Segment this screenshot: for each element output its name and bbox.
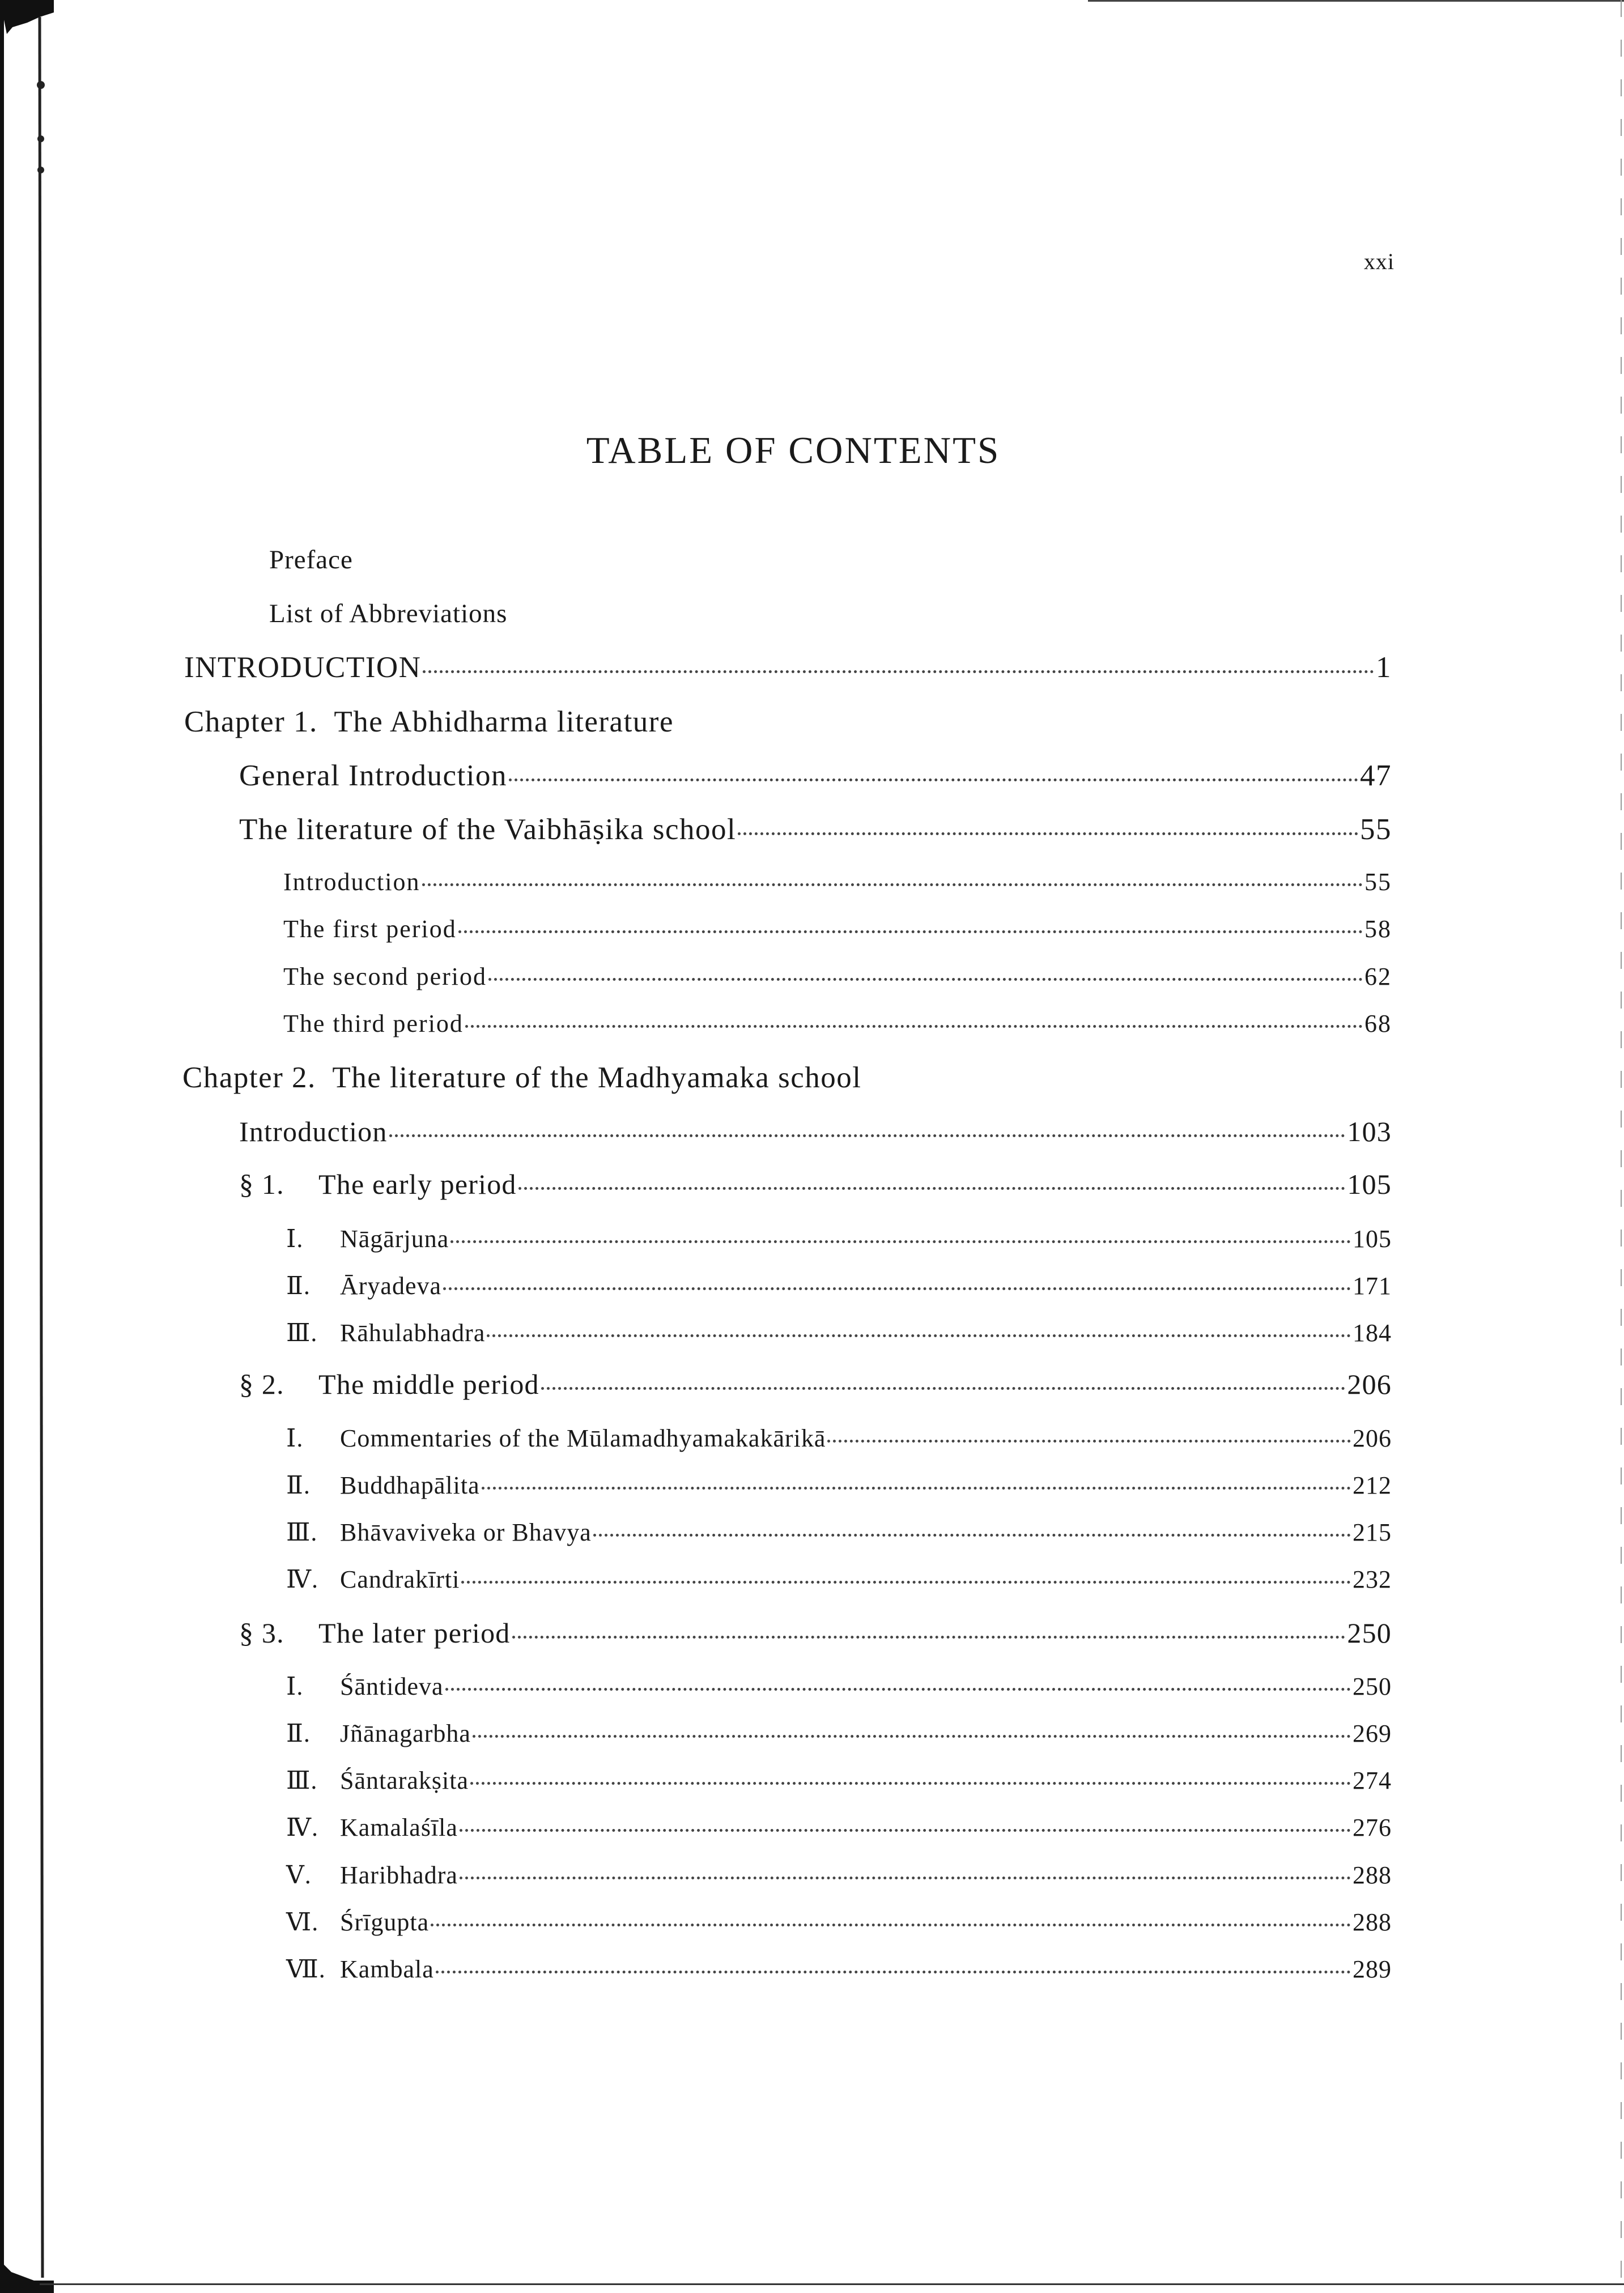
- toc-section-later-period[interactable]: [239, 1619, 1392, 1647]
- toc-entry-page: 55: [1364, 868, 1392, 896]
- right-scan-edge: [1616, 0, 1624, 2293]
- roman-numeral: Ⅴ.: [286, 1861, 312, 1889]
- toc-entry-page: 184: [1353, 1319, 1392, 1347]
- toc-entry-ch2-introduction[interactable]: [239, 1117, 1392, 1146]
- roman-numeral: Ⅰ.: [286, 1424, 304, 1452]
- toc-entry-label: Introduction: [239, 1116, 388, 1147]
- toc-entry-label: Candrakīrti: [340, 1565, 460, 1593]
- toc-entry-page: 58: [1364, 915, 1392, 943]
- toc-entry-page: 171: [1353, 1272, 1392, 1300]
- toc-chapter-2-heading[interactable]: [182, 1063, 861, 1093]
- toc-entry-page: 274: [1353, 1767, 1392, 1794]
- toc-entry-abbreviations[interactable]: [269, 601, 507, 627]
- toc-entry-label: Preface: [269, 545, 353, 575]
- toc-entry-label: Śāntarakṣita: [340, 1767, 469, 1794]
- top-scan-edge: [1088, 0, 1624, 2]
- toc-entry-haribhadra[interactable]: [286, 1863, 1392, 1888]
- toc-entry-buddhapalita[interactable]: [286, 1473, 1392, 1498]
- toc-entry-ch1-introduction[interactable]: [283, 870, 1392, 895]
- roman-numeral: Ⅶ.: [286, 1955, 326, 1983]
- toc-entry-page: 289: [1353, 1955, 1392, 1983]
- roman-numeral: Ⅳ.: [286, 1814, 318, 1841]
- toc-entry-label: Commentaries of the Mūlamadhyamakakārikā: [340, 1424, 826, 1452]
- toc-chapter-1-heading[interactable]: [184, 707, 674, 737]
- toc-entry-page: 288: [1353, 1908, 1392, 1936]
- roman-numeral: Ⅵ.: [286, 1908, 319, 1936]
- dot-leader: [541, 1387, 1346, 1390]
- toc-entry-label: The early period: [318, 1168, 517, 1200]
- dot-leader: [470, 1782, 1351, 1785]
- dot-leader: [487, 1334, 1351, 1337]
- toc-section-early-period[interactable]: [239, 1170, 1392, 1198]
- dot-leader: [512, 1636, 1346, 1639]
- toc-entry-page: 206: [1353, 1424, 1392, 1452]
- dot-leader: [423, 670, 1374, 673]
- dot-leader: [422, 883, 1363, 886]
- toc-entry-label: Bhāvaviveka or Bhavya: [340, 1518, 592, 1546]
- dot-leader: [461, 1581, 1351, 1584]
- dot-leader: [465, 1025, 1363, 1028]
- toc-entry-page: 68: [1364, 1010, 1392, 1037]
- dot-leader: [509, 778, 1358, 781]
- roman-numeral: Ⅰ.: [286, 1673, 304, 1700]
- toc-entry-page: 105: [1347, 1168, 1392, 1200]
- dot-leader: [518, 1187, 1346, 1190]
- dot-leader: [436, 1971, 1351, 1973]
- toc-entry-santaraksita[interactable]: [286, 1768, 1392, 1793]
- toc-entry-mulamadhyamakakarika[interactable]: [286, 1426, 1392, 1451]
- dot-leader: [443, 1287, 1351, 1290]
- toc-entry-label: The first period: [283, 915, 457, 943]
- toc-entry-page: 47: [1360, 759, 1392, 792]
- toc-entry-page: 232: [1353, 1565, 1392, 1593]
- chapter-title: Chapter 1. The Abhidharma literature: [184, 705, 674, 738]
- toc-entry-kambala[interactable]: [286, 1957, 1392, 1982]
- toc-entry-vaibhasika[interactable]: [239, 815, 1392, 845]
- toc-entry-general-introduction[interactable]: [239, 761, 1392, 791]
- toc-entry-second-period[interactable]: [283, 964, 1392, 989]
- toc-entry-preface[interactable]: [269, 547, 353, 573]
- dot-leader: [738, 832, 1358, 835]
- bottom-scan-edge: [40, 2283, 1624, 2285]
- dot-leader: [482, 1487, 1351, 1490]
- toc-entry-label: The third period: [283, 1010, 464, 1037]
- dot-leader: [445, 1688, 1351, 1691]
- toc-entry-rahulabhadra[interactable]: [286, 1321, 1392, 1346]
- toc-entry-label: Haribhadra: [340, 1861, 458, 1889]
- toc-entry-candrakirti[interactable]: [286, 1567, 1392, 1592]
- toc-entry-label: The literature of the Vaibhāṣika school: [239, 813, 737, 846]
- toc-entry-srigupta[interactable]: [286, 1910, 1392, 1935]
- section-number: § 2.: [239, 1368, 284, 1400]
- roman-numeral: Ⅱ.: [286, 1471, 311, 1499]
- toc-entry-santideva[interactable]: [286, 1674, 1392, 1699]
- toc-entry-label: Introduction: [283, 868, 420, 896]
- binding-edge-shadow: [0, 0, 54, 2293]
- toc-entry-page: 250: [1347, 1617, 1392, 1649]
- toc-entry-label: General Introduction: [239, 759, 507, 792]
- roman-numeral: Ⅳ.: [286, 1565, 318, 1593]
- dot-leader: [593, 1534, 1351, 1537]
- toc-entry-label: Buddhapālita: [340, 1471, 480, 1499]
- toc-entry-page: 62: [1364, 963, 1392, 990]
- toc-entry-label: The second period: [283, 963, 487, 990]
- roman-numeral: Ⅲ.: [286, 1767, 318, 1794]
- toc-entry-label: Kamalaśīla: [340, 1814, 458, 1841]
- chapter-title: Chapter 2. The literature of the Madhyamaka school: [182, 1061, 862, 1094]
- toc-entry-label: Śrīgupta: [340, 1908, 430, 1936]
- toc-entry-page: 269: [1353, 1720, 1392, 1747]
- toc-entry-kamalasila[interactable]: [286, 1815, 1392, 1840]
- toc-entry-page: 103: [1347, 1116, 1392, 1147]
- toc-entry-page: 215: [1353, 1518, 1392, 1546]
- dot-leader: [488, 978, 1363, 981]
- toc-entry-jnanagarbha[interactable]: [286, 1721, 1392, 1746]
- toc-entry-page: 288: [1353, 1861, 1392, 1889]
- toc-entry-label: The middle period: [318, 1368, 539, 1400]
- dot-leader: [458, 930, 1363, 933]
- toc-entry-label: Jñānagarbha: [340, 1720, 471, 1747]
- toc-entry-label: List of Abbreviations: [269, 599, 508, 628]
- toc-entry-page: 250: [1353, 1673, 1392, 1700]
- roman-numeral: Ⅲ.: [286, 1518, 318, 1546]
- toc-entry-page: 206: [1347, 1368, 1392, 1400]
- section-number: § 3.: [239, 1617, 284, 1649]
- dot-leader: [450, 1240, 1351, 1243]
- toc-entry-page: 105: [1353, 1225, 1392, 1253]
- toc-entry-aryadeva[interactable]: [286, 1274, 1392, 1299]
- roman-numeral: Ⅱ.: [286, 1720, 311, 1747]
- toc-entry-page: 55: [1360, 813, 1392, 846]
- page-number: xxi: [1363, 249, 1395, 274]
- toc-entry-label: Kambala: [340, 1955, 434, 1983]
- toc-section-middle-period[interactable]: [239, 1370, 1392, 1398]
- dot-leader: [460, 1877, 1351, 1879]
- dot-leader: [827, 1440, 1351, 1443]
- toc-entry-label: Āryadeva: [340, 1272, 442, 1300]
- dot-leader: [473, 1735, 1351, 1738]
- toc-entry-page: 1: [1376, 651, 1392, 684]
- dot-leader: [389, 1134, 1346, 1137]
- toc-entry-bhavaviveka[interactable]: [286, 1520, 1392, 1545]
- roman-numeral: Ⅱ.: [286, 1272, 311, 1300]
- toc-entry-page: 276: [1353, 1814, 1392, 1841]
- toc-title: TABLE OF CONTENTS: [586, 429, 1001, 471]
- toc-entry-introduction[interactable]: [184, 653, 1392, 683]
- roman-numeral: Ⅰ.: [286, 1225, 304, 1253]
- toc-entry-nagarjuna[interactable]: [286, 1227, 1392, 1252]
- dot-leader: [460, 1829, 1351, 1832]
- toc-entry-page: 212: [1353, 1471, 1392, 1499]
- toc-entry-label: Śāntideva: [340, 1673, 444, 1700]
- toc-entry-label: INTRODUCTION: [184, 651, 422, 684]
- roman-numeral: Ⅲ.: [286, 1319, 318, 1347]
- toc-entry-label: The later period: [318, 1617, 511, 1649]
- toc-entry-third-period[interactable]: [283, 1011, 1392, 1036]
- toc-entry-label: Nāgārjuna: [340, 1225, 449, 1253]
- dot-leader: [431, 1924, 1351, 1926]
- toc-entry-first-period[interactable]: [283, 917, 1392, 942]
- toc-entry-label: Rāhulabhadra: [340, 1319, 486, 1347]
- section-number: § 1.: [239, 1168, 284, 1200]
